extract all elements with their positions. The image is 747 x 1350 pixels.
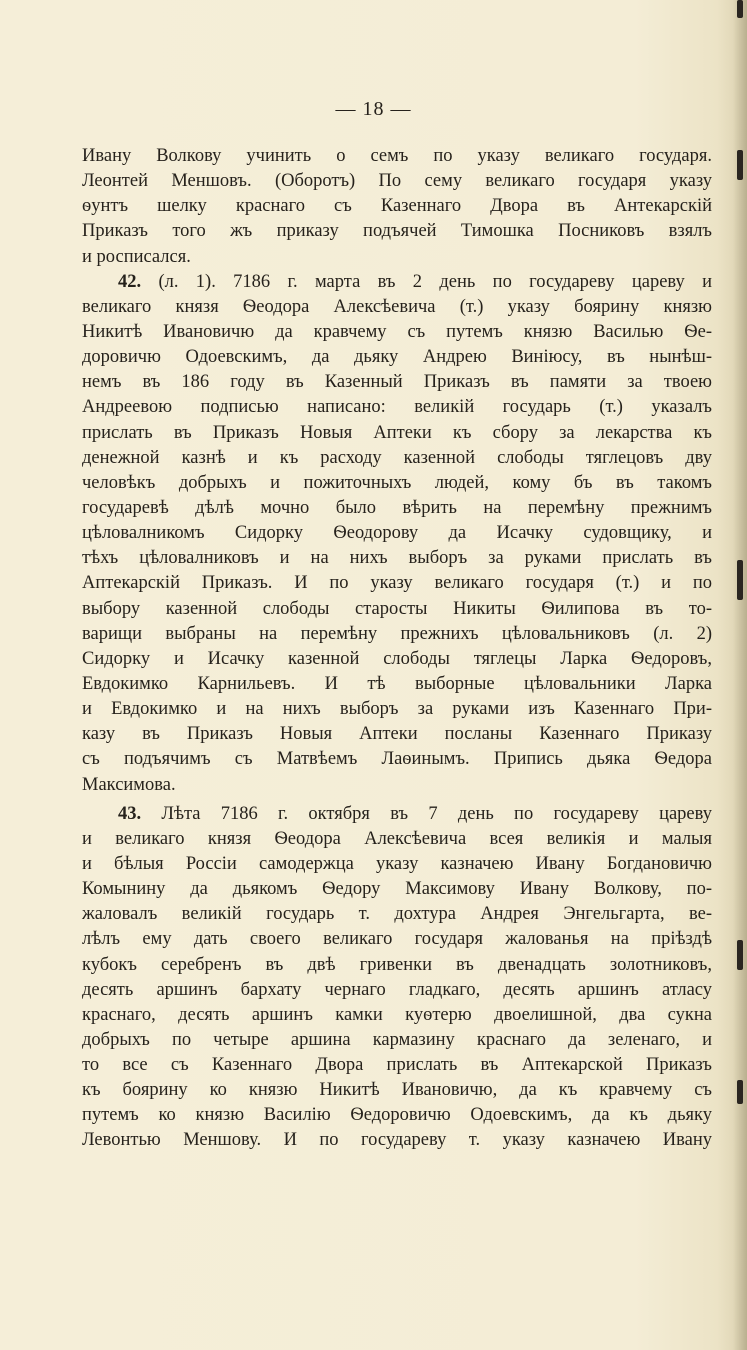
page-edge-mark — [737, 940, 743, 970]
paragraph-number: 42. — [118, 271, 142, 292]
text-line: человѣкъ добрыхъ и пожиточныхъ людей, кому бъ въ такомъ — [82, 472, 712, 493]
text-line: прислать въ Приказъ Новыя Аптеки къ сбору за лекарства къ — [82, 422, 712, 443]
text-line: и бѣлыя Россіи самодержца указу казначею Ивану Богдановичю — [82, 853, 712, 874]
paragraph — [82, 802, 712, 1154]
text-line: Аптекарскій Приказъ. И по указу великаго государя (т.) и по — [82, 573, 712, 594]
text-line: Никитѣ Ивановичю да кравчему съ путемъ князю Василью Ѳе- — [82, 321, 712, 342]
text-line: Евдокимко Карнильевъ. И тѣ выборные цѣловальники Ларка — [82, 673, 712, 694]
text-line: Приказъ того жъ приказу подъячей Тимошка Посниковъ взялъ — [82, 221, 712, 242]
page-edge-mark — [737, 0, 743, 18]
page-number: — 18 — — [335, 98, 412, 120]
text-line — [82, 270, 712, 295]
text-line: и росписался. — [82, 246, 191, 267]
text-line: десять аршинъ бархату чернаго гладкаго, десять аршинъ атласу — [82, 979, 712, 1000]
text-line: и Евдокимко и на нихъ выборъ за руками изъ Казеннаго При- — [82, 699, 712, 720]
text-line: Комынину да дьякомъ Ѳедору Максимову Ивану Волкову, по- — [82, 879, 712, 900]
text-line: то все съ Казеннаго Двора прислать въ Аптекарской Приказъ — [82, 1055, 712, 1076]
text-line: выбору казенной слободы старосты Никиты Ѳилипова въ то- — [82, 598, 712, 619]
text-line: Леонтей Меншовъ. (Оборотъ) По сему великаго государя указу — [82, 171, 712, 192]
text-line: кубокъ серебренъ въ двѣ гривенки въ двенадцать золотниковъ, — [82, 954, 712, 975]
text-line: цѣловалникомъ Сидорку Ѳеодорову да Исачку судовщику, и — [82, 523, 712, 544]
text-line: лѣлъ ему дать своего великаго государя жалованья на пріѣздѣ — [82, 929, 712, 950]
text-line: денежной казнѣ и къ расходу казенной слободы тяглецовъ дву — [82, 447, 712, 468]
document-body — [82, 144, 712, 1154]
text-line: государевѣ дѣлѣ мочно было вѣрить на перемѣну прежнимъ — [82, 497, 712, 518]
text-line: тѣхъ цѣловалниковъ и на нихъ выборъ за руками прислать въ — [82, 548, 712, 569]
text-line-content: (л. 1). 7186 г. марта въ 2 день по государеву цареву и — [141, 271, 712, 292]
text-line: великаго князя Ѳеодора Алексѣевича (т.) указу боярину князю — [82, 296, 712, 317]
text-line: жаловалъ великій государь т. дохтура Андрея Энгельгарта, ве- — [82, 904, 712, 925]
page-edge-mark — [737, 1080, 743, 1104]
text-line: Ивану Волкову учинить о семъ по указу великаго государя. — [82, 146, 712, 166]
text-line: варищи выбраны на перемѣну прежнихъ цѣловальниковъ (л. 2) — [82, 623, 712, 644]
text-line — [82, 802, 712, 827]
text-line: къ боярину ко князю Никитѣ Ивановичю, да къ кравчему съ — [82, 1080, 712, 1101]
text-line: добрыхъ по четыре аршина кармазину краснаго да зеленаго, и — [82, 1029, 712, 1050]
text-line: Андреевою подписью написано: великій государь (т.) указалъ — [82, 397, 712, 418]
page-edge-mark — [737, 150, 743, 180]
page-edge-mark — [737, 560, 743, 600]
paragraph — [82, 270, 712, 798]
paragraph — [82, 144, 712, 270]
text-line: Левонтью Меншову. И по государеву т. указу казначею Ивану — [82, 1130, 712, 1151]
text-line: казу въ Приказъ Новыя Аптеки посланы Казеннаго Приказу — [82, 724, 712, 745]
text-line: немъ въ 186 году въ Казенный Приказъ въ памяти за твоею — [82, 372, 712, 393]
text-line: ѳунтъ шелку краснаго съ Казеннаго Двора въ Антекарскій — [82, 196, 712, 217]
text-line: Максимова. — [82, 774, 176, 795]
text-line: и великаго князя Ѳеодора Алексѣевича всея великія и малыя — [82, 828, 712, 849]
text-line: Сидорку и Исачку казенной слободы тяглецы Ларка Ѳедоровъ, — [82, 648, 712, 669]
text-line: доровичю Одоевскимъ, да дьяку Андрею Виніюсу, въ нынѣш- — [82, 347, 712, 368]
text-line: съ подъячимъ съ Матвѣемъ Лаѳинымъ. Припись дьяка Ѳедора — [82, 749, 712, 770]
text-line-content: Лѣта 7186 г. октября въ 7 день по государеву цареву — [141, 803, 712, 824]
text-line: путемъ ко князю Василію Ѳедоровичю Одоевскимъ, да къ дьяку — [82, 1105, 712, 1126]
page-edge-shadow — [733, 0, 747, 1350]
text-line: краснаго, десять аршинъ камки куѳтерю двоелишной, два сукна — [82, 1004, 712, 1025]
paragraph-number: 43. — [118, 803, 142, 824]
